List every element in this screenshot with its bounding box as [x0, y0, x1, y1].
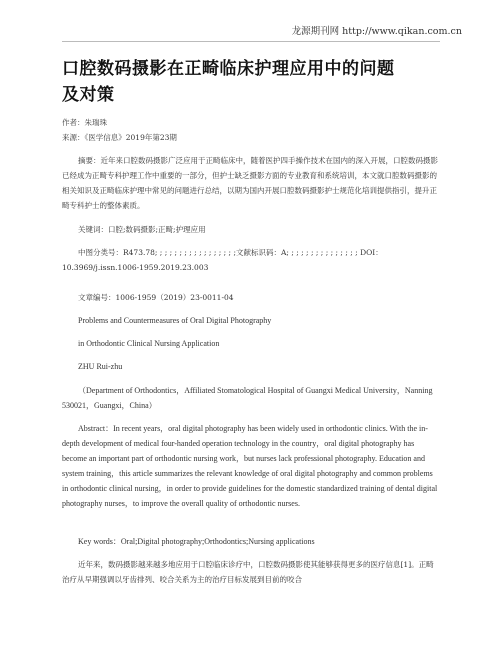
- abstract-cn: 摘要：近年来口腔数码摄影广泛应用于正畸临床中，随着医护四手操作技术在国内的深入开展，口腔数码摄影已经成为正畸专科护理工作中重要的一部分，但护士缺乏摄影方面的专业教育和系统培训，本文就口腔数码摄影的相关知识及正畸临床护理中常见的问题进行总结，以期为国内开展口腔数码摄影护士规范化培训提供指引，提升正畸专科护士的整体素质。: [62, 156, 438, 210]
- keywords-en: Key words：Oral;Digital photography;Orthodontics;Nursing applications: [78, 537, 315, 546]
- title-line-2: 及对策: [62, 85, 115, 105]
- body-paragraph: 近年来，数码摄影越来越多地应用于口腔临床诊疗中，口腔数码摄影使其能够获得更多的医疗信息[1]。正畸治疗从早期强调以牙齿排列、咬合关系为主的治疗目标发展到目前的咬合: [62, 560, 434, 584]
- header-divider: [62, 41, 440, 42]
- english-author: ZHU Rui-zhu: [78, 362, 123, 371]
- site-header: 龙源期刊网 http://www.qikan.com.cn: [291, 26, 462, 37]
- keywords-cn: 关键词：口腔;数码摄影;正畸;护理应用: [78, 225, 206, 234]
- author-line: 作者：朱瑞珠: [62, 118, 107, 127]
- english-title-line-1: Problems and Countermeasures of Oral Digital Photography: [78, 316, 272, 325]
- title-line-1: 口腔数码摄影在正畸临床护理应用中的问题: [62, 59, 395, 79]
- article-title: [62, 56, 440, 108]
- english-title-line-2: in Orthodontic Clinical Nursing Application: [78, 339, 220, 348]
- abstract-en: Abstract：In recent years，oral digital photography has been widely used in orthodontic clinics. With the in-depth development of medical four-handed operation technology in the country，oral digital photography has become an important part of orthodontic nursing work，but nurses lack professional photography. Education and system training，this article summarizes the relevant knowledge of oral digital photography and common problems in orthodontic clinical nursing，in order to provide guidelines for the domestic standardized training of dental digital photography nurses，to improve the overall quality of orthodontic nurses.: [62, 424, 438, 508]
- classification-info: 中图分类号：R473.78; ; ; ; ; ; ; ; ; ; ; ; ; ; ; ; ;文献标识码：A; ; ; ; ; ; ; ; ; ; ; ; ; ; ; DOI：10.3969/j.issn.1006-1959.2019.23.003: [62, 248, 383, 272]
- english-affiliation: （Department of Orthodontics，Affiliated Stomatological Hospital of Guangxi Medical University，Nanning 530021，Guangxi，China）: [62, 386, 433, 410]
- article-number: 文章编号：1006-1959（2019）23-0011-04: [78, 293, 234, 302]
- source-line: 来源：《医学信息》2019年第23期: [62, 133, 177, 142]
